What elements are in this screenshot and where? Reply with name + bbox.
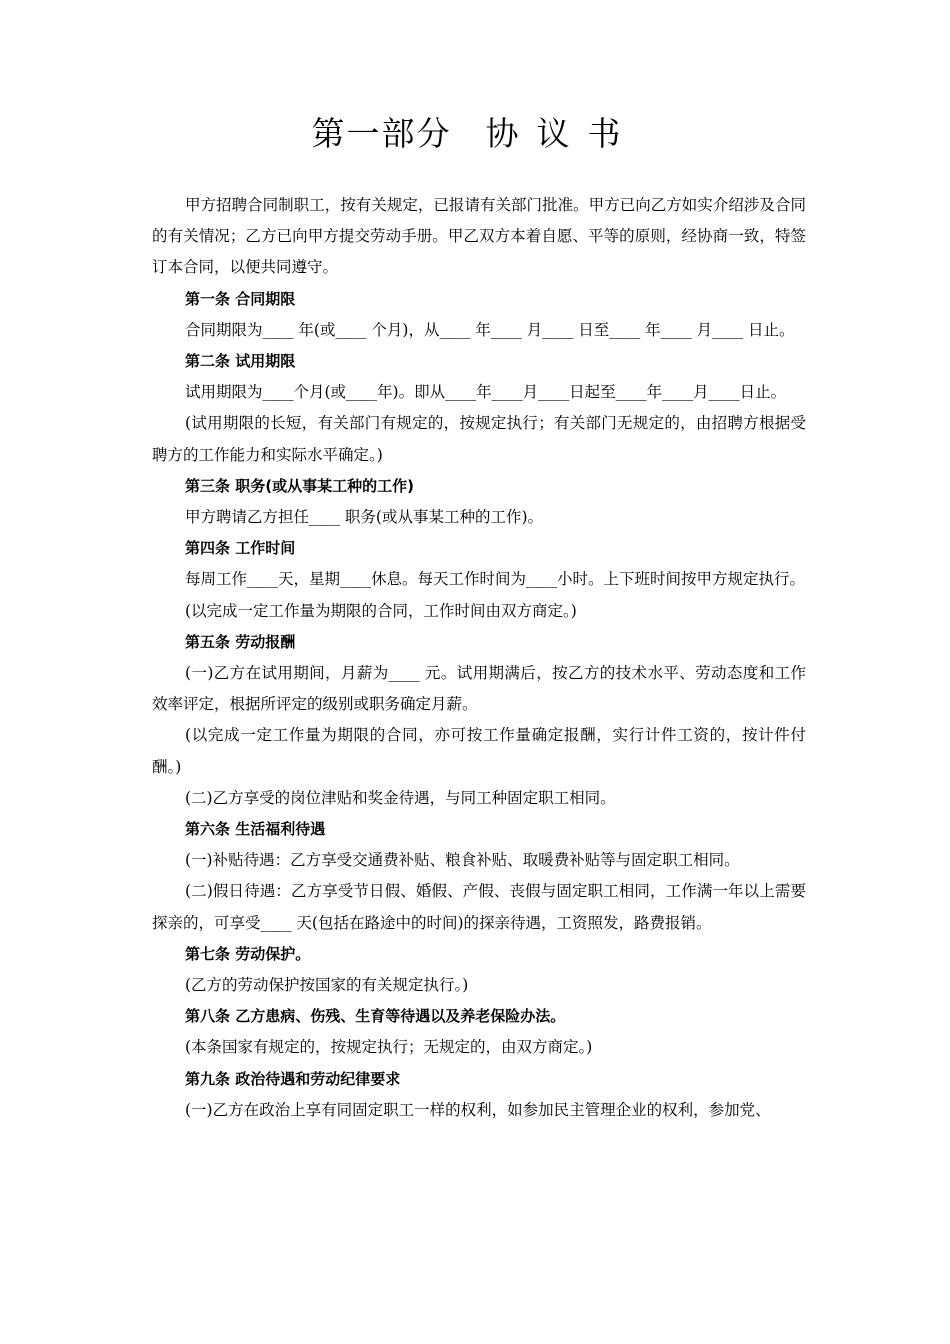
article-5-item-2: (二)乙方享受的岗位津贴和奖金待遇，与同工种固定职工相同。	[185, 788, 616, 807]
title-main: 第一部分	[311, 114, 452, 153]
article-9-heading: 第九条 政治待遇和劳动纪律要求	[185, 1069, 401, 1088]
document-body	[152, 190, 806, 1126]
article-2-note: (试用期限的长短，有关部门有规定的，按规定执行；有关部门无规定的，由招聘方根据受聘方的工作能力和实际水平确定。)	[152, 414, 806, 464]
article-4-text: 每周工作____天，星期____休息。每天工作时间为____小时。上下班时间按甲方规定执行。	[185, 570, 806, 589]
article-2-heading: 第二条 试用期限	[185, 352, 296, 371]
article-5-note: (以完成一定工作量为期限的合同，亦可按工作量确定报酬，实行计件工资的，按计件付酬。)	[152, 726, 806, 776]
article-6-item-1: (一)补贴待遇：乙方享受交通费补贴、粮食补贴、取暖费补贴等与固定职工相同。	[185, 851, 740, 870]
article-5-item-1: (一)乙方在试用期间，月薪为____ 元。试用期满后，按乙方的技术水平、劳动态度和工作效率评定，根据所评定的级别或职务确定月薪。	[152, 664, 806, 714]
article-4-note: (以完成一定工作量为期限的合同，工作时间由双方商定。)	[185, 601, 577, 620]
article-3-text: 甲方聘请乙方担任____ 职务(或从事某工种的工作)。	[185, 508, 544, 527]
article-2-text: 试用期限为____个月(或____年)。即从____年____月____日起至____年____月____日止。	[185, 383, 787, 402]
page-title	[0, 112, 950, 156]
article-7-heading: 第七条 劳动保护。	[185, 944, 311, 963]
intro-paragraph: 甲方招聘合同制职工，按有关规定，已报请有关部门批准。甲方已向乙方如实介绍涉及合同的有关情况；乙方已向甲方提交劳动手册。甲乙双方本着自愿、平等的原则，经协商一致，特签订本合同，以便共同遵守。	[152, 196, 806, 277]
article-1-text: 合同期限为____ 年(或____ 个月)，从____ 年____ 月____ 日至____ 年____ 月____ 日止。	[185, 320, 795, 339]
title-sub: 协议书	[485, 114, 639, 153]
article-5-heading: 第五条 劳动报酬	[185, 632, 296, 651]
article-6-heading: 第六条 生活福利待遇	[185, 820, 326, 839]
article-4-heading: 第四条 工作时间	[185, 539, 296, 558]
article-7-note: (乙方的劳动保护按国家的有关规定执行。)	[185, 976, 469, 995]
article-6-item-2: (二)假日待遇：乙方享受节日假、婚假、产假、丧假与固定职工相同，工作满一年以上需要探亲的，可享受____ 天(包括在路途中的时间)的探亲待遇，工资照发，路费报销。	[152, 882, 806, 932]
article-9-item-1: (一)乙方在政治上享有同固定职工一样的权利，如参加民主管理企业的权利，参加党、	[185, 1100, 771, 1119]
article-1-heading: 第一条 合同期限	[185, 289, 296, 308]
article-8-heading: 第八条 乙方患病、伤残、生育等待遇以及养老保险办法。	[185, 1007, 566, 1026]
article-8-note: (本条国家有规定的，按规定执行；无规定的，由双方商定。)	[185, 1038, 593, 1057]
article-3-heading: 第三条 职务(或从事某工种的工作)	[185, 476, 414, 495]
